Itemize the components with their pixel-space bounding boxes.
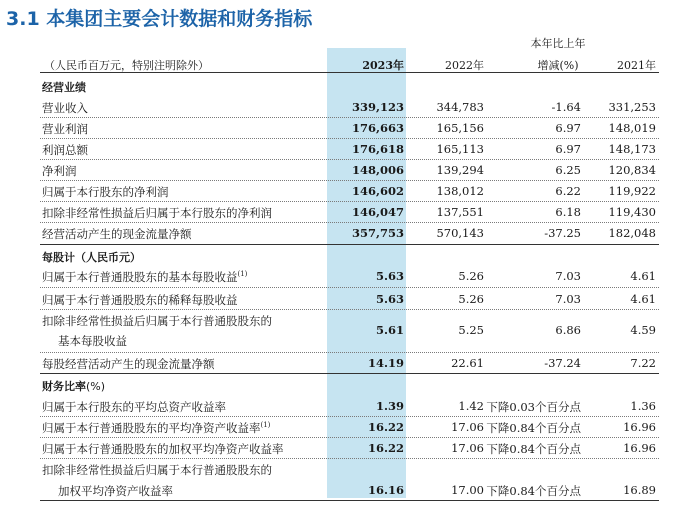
value-2021: 331,253 xyxy=(608,100,656,114)
value-2023: 16.16 xyxy=(367,483,404,497)
row-divider xyxy=(40,180,659,181)
value-2023: 1.39 xyxy=(375,399,404,413)
row-label: 每股经营活动产生的现金流量净额 xyxy=(42,357,215,371)
row-divider xyxy=(40,222,659,223)
value-2023: 5.63 xyxy=(375,292,404,306)
row-divider xyxy=(40,352,659,353)
value-2023: 357,753 xyxy=(351,226,404,240)
row-label-line2: 基本每股收益 xyxy=(58,334,127,348)
section-title-text: 财务比率 xyxy=(42,380,86,393)
row-divider xyxy=(40,159,659,160)
value-2023: 16.22 xyxy=(367,441,404,455)
section-divider xyxy=(40,244,659,245)
value-2022: 137,551 xyxy=(436,205,484,219)
value-2022: 17.06 xyxy=(451,441,484,455)
row-divider xyxy=(40,458,659,459)
row-label-text: 归属于本行普通股股东的平均净资产收益率 xyxy=(42,421,261,435)
row-label: 归属于本行普通股股东的稀释每股收益 xyxy=(42,293,238,307)
table-bottom-rule xyxy=(40,500,659,501)
row-divider xyxy=(40,437,659,438)
row-divider xyxy=(40,138,659,139)
section-title-suffix: (%) xyxy=(86,380,106,393)
row-divider xyxy=(40,309,659,310)
value-2021: 148,173 xyxy=(608,142,656,156)
row-divider xyxy=(40,416,659,417)
value-2023: 176,618 xyxy=(351,142,404,156)
value-change: -37.25 xyxy=(544,226,581,240)
value-change: 下降0.84个百分点 xyxy=(486,421,581,435)
value-change: 6.25 xyxy=(555,163,581,177)
row-label-text: 归属于本行普通股股东的基本每股收益 xyxy=(42,270,238,284)
value-2022: 1.42 xyxy=(458,399,484,413)
value-2021: 119,430 xyxy=(608,205,656,219)
header-2021: 2021年 xyxy=(617,59,656,72)
value-2022: 165,113 xyxy=(436,142,484,156)
value-2023: 339,123 xyxy=(351,100,404,114)
value-2023: 14.19 xyxy=(367,356,404,370)
value-change: 6.97 xyxy=(555,142,581,156)
value-2023: 5.61 xyxy=(375,323,404,337)
value-2021: 16.96 xyxy=(623,420,656,434)
value-change: 6.86 xyxy=(555,323,581,337)
header-2022: 2022年 xyxy=(445,59,484,72)
value-2023: 16.22 xyxy=(367,420,404,434)
row-label: 扣除非经常性损益后归属于本行股东的净利润 xyxy=(42,206,272,220)
value-2023: 146,602 xyxy=(351,184,404,198)
header-2023: 2023年 xyxy=(362,59,404,72)
value-2022: 5.25 xyxy=(458,323,484,337)
row-label: 经营活动产生的现金流量净额 xyxy=(42,227,192,241)
header-change-line1: 本年比上年 xyxy=(530,37,586,50)
value-2021: 4.59 xyxy=(630,323,656,337)
value-2021: 7.22 xyxy=(630,356,656,370)
row-label: 营业收入 xyxy=(42,101,88,115)
value-change: 下降0.84个百分点 xyxy=(486,442,581,456)
row-label xyxy=(42,269,247,285)
value-2022: 344,783 xyxy=(436,100,484,114)
section-divider xyxy=(40,373,659,374)
value-2021: 4.61 xyxy=(630,269,656,283)
value-change: -1.64 xyxy=(551,100,581,114)
row-divider xyxy=(40,287,659,288)
row-divider xyxy=(40,201,659,202)
value-2023: 176,663 xyxy=(351,121,404,135)
value-change: 6.22 xyxy=(555,184,581,198)
value-2022: 5.26 xyxy=(458,292,484,306)
value-2022: 22.61 xyxy=(451,356,484,370)
value-2021: 16.89 xyxy=(623,483,656,497)
value-change: 7.03 xyxy=(555,269,581,283)
section-title: 每股计（人民币元） xyxy=(42,251,141,264)
table-row xyxy=(0,462,689,498)
row-label: 净利润 xyxy=(42,164,77,178)
value-2021: 182,048 xyxy=(608,226,656,240)
row-label-line2: 加权平均净资产收益率 xyxy=(58,484,173,498)
value-change: 下降0.84个百分点 xyxy=(486,484,581,498)
value-2021: 16.96 xyxy=(623,441,656,455)
value-2022: 5.26 xyxy=(458,269,484,283)
row-label: 利润总额 xyxy=(42,143,88,157)
row-divider xyxy=(40,117,659,118)
section-title: 经营业绩 xyxy=(42,81,86,94)
row-label: 营业利润 xyxy=(42,122,88,136)
row-label-line1: 扣除非经常性损益后归属于本行普通股股东的 xyxy=(42,314,272,328)
value-change: 下降0.03个百分点 xyxy=(486,400,581,414)
row-label: 归属于本行股东的平均总资产收益率 xyxy=(42,400,226,414)
value-2021: 120,834 xyxy=(608,163,656,177)
row-label-line1: 扣除非经常性损益后归属于本行普通股股东的 xyxy=(42,463,272,477)
value-change: 7.03 xyxy=(555,292,581,306)
value-2022: 17.06 xyxy=(451,420,484,434)
table-row xyxy=(0,313,689,349)
value-2023: 5.63 xyxy=(375,269,404,283)
value-2022: 138,012 xyxy=(436,184,484,198)
row-label: 归属于本行股东的净利润 xyxy=(42,185,169,199)
row-label xyxy=(42,420,270,436)
footnote-mark: (1) xyxy=(237,270,248,279)
header-change-line2: 增减(%) xyxy=(537,59,579,72)
value-2023: 146,047 xyxy=(351,205,404,219)
row-label: 归属于本行普通股股东的加权平均净资产收益率 xyxy=(42,442,284,456)
section-title xyxy=(42,378,105,394)
value-2023: 148,006 xyxy=(351,163,404,177)
value-2022: 139,294 xyxy=(436,163,484,177)
value-2022: 17.00 xyxy=(451,483,484,497)
value-2022: 570,143 xyxy=(436,226,484,240)
value-2022: 165,156 xyxy=(436,121,484,135)
value-2021: 148,019 xyxy=(608,121,656,135)
value-2021: 1.36 xyxy=(630,399,656,413)
page-title: 3.1 本集团主要会计数据和财务指标 xyxy=(6,8,313,30)
value-change: 6.18 xyxy=(555,205,581,219)
value-change: 6.97 xyxy=(555,121,581,135)
header-rule xyxy=(40,72,659,73)
value-2021: 119,922 xyxy=(608,184,656,198)
value-change: -37.24 xyxy=(544,356,581,370)
footnote-mark: (1) xyxy=(260,421,271,430)
header-unit-note: （人民币百万元，特别注明除外） xyxy=(44,59,209,72)
value-2021: 4.61 xyxy=(630,292,656,306)
